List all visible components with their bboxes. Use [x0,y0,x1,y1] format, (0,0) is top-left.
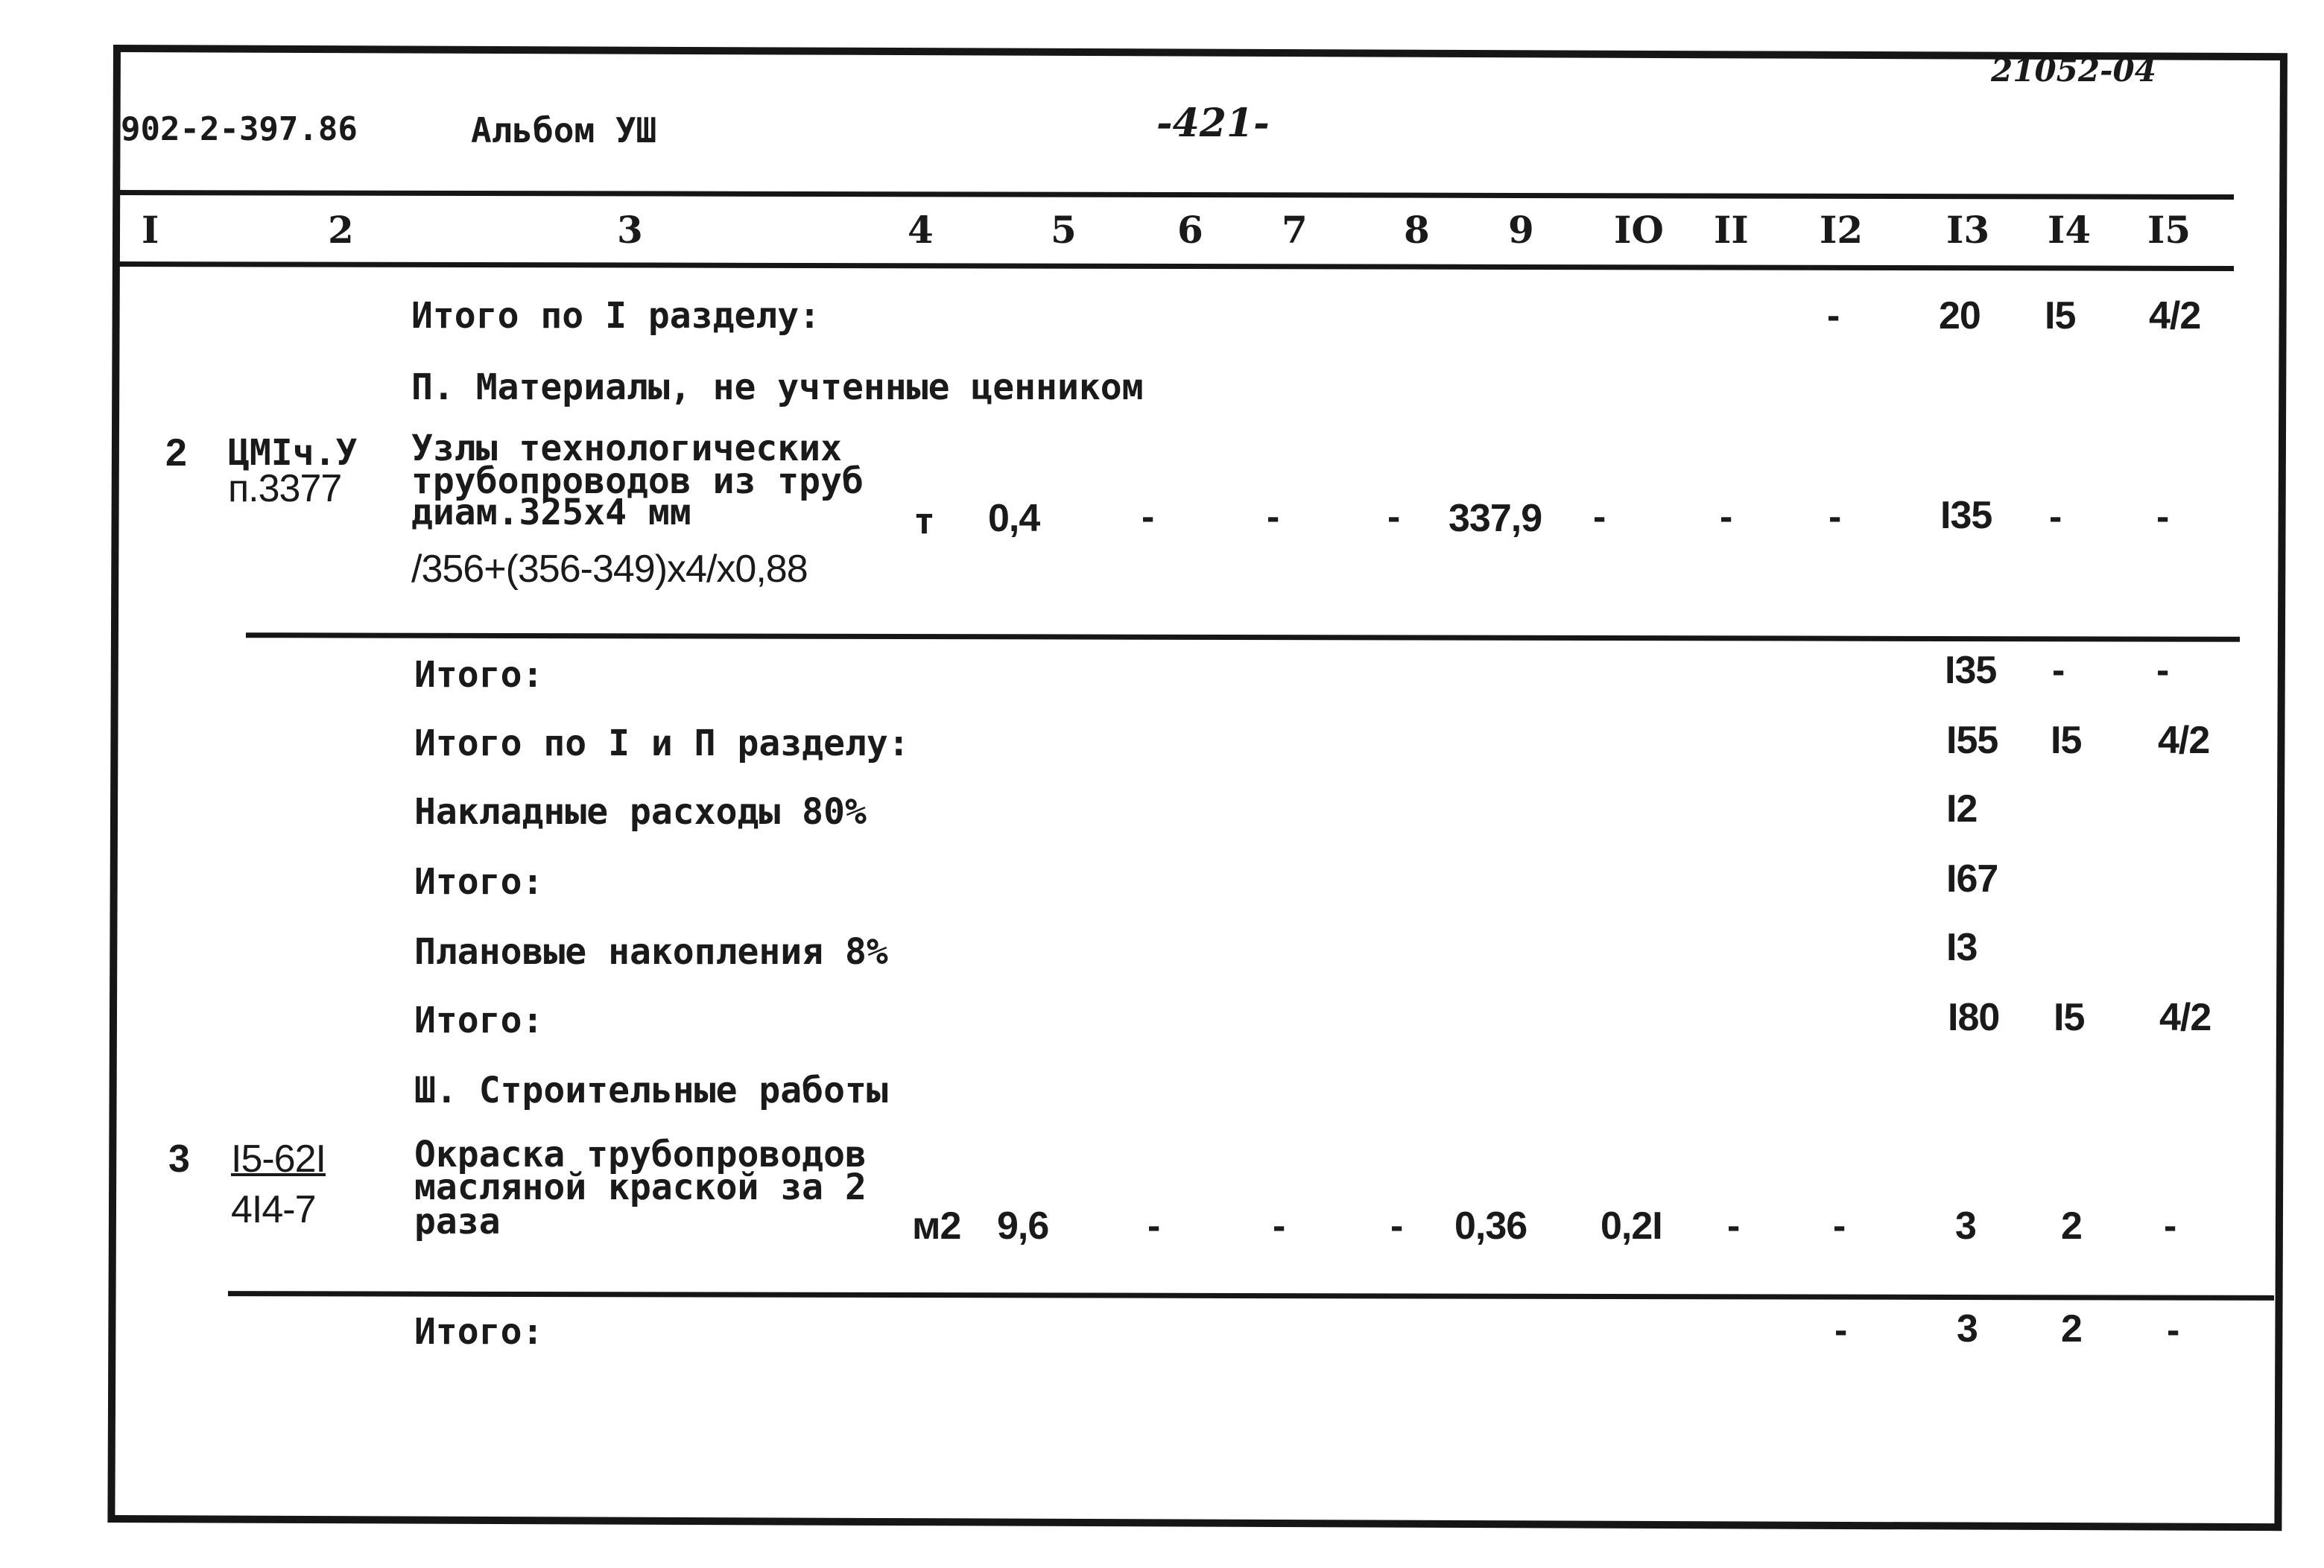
section3-title: Ш. Строительные работы [414,1070,888,1111]
overhead-c13: I2 [1946,787,1978,831]
item3-c6: - [1147,1204,1160,1248]
subtotal-sv-c14: I5 [2054,996,2085,1039]
col-14: I4 [2048,208,2092,252]
doc-number: 902-2-397.86 [121,110,358,148]
col-11: II [1714,208,1749,252]
subtotal3-c14: 2 [2061,1307,2082,1350]
total12-c13: I55 [1946,719,1998,762]
total-section1-c15: 4/2 [2149,294,2201,337]
item2-code1: ЦМIч.У [228,432,358,474]
col-15: I5 [2147,208,2191,252]
item2-c15: - [2156,495,2169,539]
item3-c15: - [2164,1204,2176,1248]
item2-c7: - [1267,495,1279,539]
item2-unit: т [914,501,935,542]
item2-num: 2 [165,431,186,474]
total12-c15: 4/2 [2158,719,2210,762]
item3-code2: 4I4-7 [231,1188,316,1231]
item2-desc-line2: трубопроводов из труб [411,460,864,502]
item2-desc-line1: Узлы технологических [411,428,842,469]
section2-title: П. Материалы, не учтенные ценником [411,366,1144,408]
subtotal-sv-c13: I80 [1948,996,2000,1039]
total-section1-c12: - [1827,294,1840,337]
total-section1-c13: 20 [1939,294,1981,337]
col-8: 8 [1404,208,1430,252]
overhead-label: Накладные расходы 80% [414,791,867,833]
item3-num: 3 [168,1137,189,1181]
item3-c13: 3 [1955,1204,1976,1248]
subtotal2-c13: I35 [1945,649,1997,692]
item3-desc-line3: раза [414,1201,501,1242]
col-9: 9 [1508,208,1534,252]
subtotal-oh-c13: I67 [1946,857,1998,901]
item3-code1: I5-62I [231,1137,326,1181]
item2-c14: - [2049,495,2062,539]
savings-label: Плановые накопления 8% [414,931,888,973]
archive-code: 21052-04 [1991,52,2156,89]
col-4: 4 [908,208,934,252]
item2-c11: - [1720,495,1732,539]
col-2: 2 [328,208,354,252]
subtotal3-c15: - [2167,1309,2179,1352]
item2-c6: - [1142,495,1154,539]
subtotal3-c12: - [1834,1309,1847,1352]
item3-desc-line2: масляной краской за 2 [414,1167,867,1208]
subtotal2-c15: - [2156,649,2169,692]
item3-c14: 2 [2061,1204,2082,1248]
item3-qty: 9,6 [997,1204,1049,1248]
subtotal2-label: Итого: [414,654,544,696]
subtotal-sv-c15: 4/2 [2159,996,2211,1039]
total-section1-c14: I5 [2045,294,2076,337]
item3-c8: - [1390,1204,1403,1248]
album-label: Альбом УШ [471,110,657,150]
item3-desc-line1: Окраска трубопроводов [414,1134,867,1175]
item3-c11: - [1727,1204,1740,1248]
col-3: 3 [617,208,643,252]
col-12: I2 [1820,208,1864,252]
item2-c9: 337,9 [1448,497,1542,540]
item2-desc-line4: /356+(356-349)х4/х0,88 [411,547,808,591]
item2-c13: I35 [1940,494,1992,537]
col-1: I [142,208,159,252]
item3-c10: 0,2I [1600,1204,1662,1248]
item3-unit: м2 [912,1204,961,1248]
col-10: IO [1614,208,1664,252]
subtotal-oh-label: Итого: [414,861,544,903]
total12-label: Итого по I и П разделу: [414,723,910,764]
item3-c9: 0,36 [1454,1204,1527,1248]
item2-c8: - [1387,495,1400,539]
subtotal2-c14: - [2052,649,2065,692]
page-number: -421- [1156,101,1270,146]
item2-c12: - [1829,495,1841,539]
total-section1-label: Итого по I разделу: [411,295,821,337]
savings-c13: I3 [1946,926,1978,969]
item2-code2: п.3377 [228,467,342,510]
subtotal3-c13: 3 [1957,1307,1978,1350]
col-5: 5 [1051,208,1077,252]
col-6: 6 [1177,208,1203,252]
col-7: 7 [1282,208,1308,252]
subtotal3-label: Итого: [414,1311,544,1353]
item2-desc-line3: диам.325х4 мм [411,492,691,533]
item3-c12: - [1833,1204,1846,1248]
item3-c7: - [1273,1204,1285,1248]
item2-qty: 0,4 [988,497,1040,540]
item2-c10: - [1593,495,1606,539]
total12-c14: I5 [2051,719,2082,762]
col-13: I3 [1946,208,1990,252]
subtotal-sv-label: Итого: [414,1000,544,1041]
